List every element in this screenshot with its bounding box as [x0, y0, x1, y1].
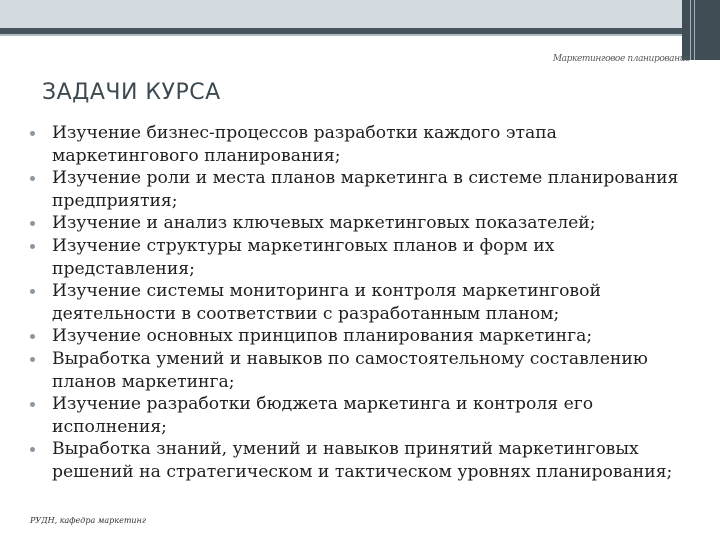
- bullet-item: [30, 167, 690, 212]
- bullet-item: [30, 280, 690, 325]
- bullet-item: [30, 438, 690, 483]
- top-decor-bar: [0, 0, 720, 28]
- bullet-item: [30, 348, 690, 393]
- top-decor-accent-line: [0, 34, 720, 36]
- corner-decor-lines: [682, 0, 720, 60]
- bullet-list: [30, 122, 690, 484]
- bullet-dot-icon: [30, 176, 35, 181]
- bullet-text: Выработка умений и навыков по самостоятельному составлению планов маркетинга;: [52, 348, 648, 392]
- bullet-dot-icon: [30, 244, 35, 249]
- slide-title: ЗАДАЧИ КУРСА: [42, 80, 221, 105]
- bullet-dot-icon: [30, 334, 35, 339]
- bullet-text: Изучение системы мониторинга и контроля маркетинговой деятельности в соответствии с разработанным планом;: [52, 281, 601, 324]
- bullet-text: Изучение и анализ ключевых маркетинговых показателей;: [52, 213, 596, 234]
- bullet-text: Изучение бизнес-процессов разработки каждого этапа маркетингового планирования;: [52, 123, 557, 166]
- bullet-text: Изучение роли и места планов маркетинга в системе планирования предприятия;: [52, 168, 679, 211]
- bullet-text: Изучение структуры маркетинговых планов и форм их представления;: [52, 235, 555, 279]
- footer-text: РУДН, кафедра маркетинг: [30, 516, 146, 525]
- bullet-dot-icon: [30, 447, 35, 452]
- bullet-item: [30, 212, 690, 235]
- bullet-item: [30, 122, 690, 167]
- bullet-item: [30, 393, 690, 438]
- bullet-item: [30, 325, 690, 348]
- bullet-text: Выработка знаний, умений и навыков принятий маркетинговых решений на стратегическом и тактическом уровнях планирования;: [52, 439, 673, 482]
- bullet-dot-icon: [30, 357, 35, 362]
- bullet-item: [30, 235, 690, 280]
- bullet-dot-icon: [30, 289, 35, 294]
- header-caption: Маркетинговое планирование: [552, 54, 690, 64]
- bullet-text: Изучение основных принципов планирования маркетинга;: [52, 326, 593, 347]
- bullet-dot-icon: [30, 221, 35, 226]
- bullet-text: Изучение разработки бюджета маркетинга и контроля его исполнения;: [52, 394, 594, 437]
- bullet-dot-icon: [30, 402, 35, 407]
- bullet-dot-icon: [30, 131, 35, 136]
